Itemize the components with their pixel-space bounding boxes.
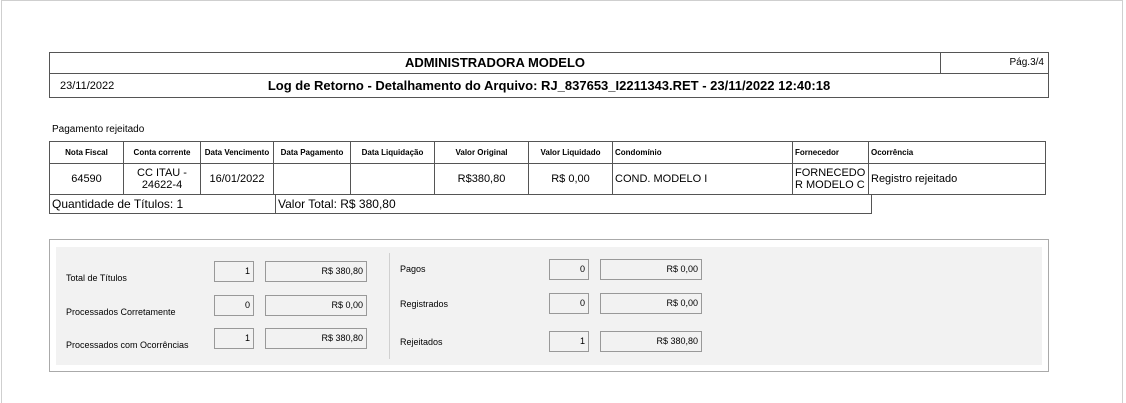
summary-count: 1 — [214, 261, 254, 282]
col-header: Nota Fiscal — [50, 142, 124, 164]
col-header: Fornecedor — [793, 142, 869, 164]
report-title: ADMINISTRADORA MODELO — [50, 53, 941, 73]
col-header: Data Liquidação — [351, 142, 435, 164]
cell-fornecedor: FORNECEDO R MODELO C — [793, 164, 869, 195]
col-header: Data Pagamento — [274, 142, 351, 164]
cell-ocorrencia: Registro rejeitado — [869, 164, 1046, 195]
summary-label: Rejeitados — [400, 337, 443, 347]
log-title: Log de Retorno - Detalhamento do Arquivo: RJ_837653_I2211343.RET - 23/11/2022 12:40:18 — [267, 78, 831, 93]
summary-count: 0 — [549, 293, 589, 314]
summary-panel — [49, 239, 1049, 372]
col-header: Valor Original — [435, 142, 529, 164]
summary-value: R$ 0,00 — [265, 295, 367, 316]
header-title-row — [50, 53, 1048, 74]
cell-valor-liquidado: R$ 0,00 — [529, 164, 613, 195]
summary-count: 1 — [214, 328, 254, 349]
summary-label: Registrados — [400, 299, 449, 309]
section-label: Pagamento rejeitado — [52, 124, 145, 135]
summary-value: R$ 0,00 — [600, 293, 702, 314]
summary-divider — [389, 253, 390, 359]
col-header: Valor Liquidado — [529, 142, 613, 164]
summary-count: 0 — [214, 295, 254, 316]
col-header: Data Vencimento — [201, 142, 274, 164]
cell-data-liquidacao — [351, 164, 435, 195]
col-header: Ocorrência — [869, 142, 1046, 164]
col-header: Condomínio — [613, 142, 793, 164]
report-header — [49, 52, 1049, 98]
table-row — [50, 164, 1046, 195]
summary-label: Processados com Ocorrências — [66, 340, 189, 350]
summary-label: Pagos — [400, 264, 426, 274]
summary-label: Processados Corretamente — [66, 307, 176, 317]
summary-value: R$ 380,80 — [265, 261, 367, 282]
cell-condominio: COND. MODELO I — [613, 164, 793, 195]
table-header-row — [50, 142, 1046, 164]
quantidade-titulos: Quantidade de Títulos: 1 — [50, 194, 276, 213]
summary-label: Total de Títulos — [66, 273, 127, 283]
summary-value: R$ 380,80 — [265, 328, 367, 349]
summary-count: 0 — [549, 259, 589, 280]
page-number: Pág.3/4 — [1009, 57, 1044, 68]
summary-value: R$ 380,80 — [600, 331, 702, 352]
summary-inner — [56, 247, 1042, 365]
report-date: 23/11/2022 — [60, 80, 115, 92]
detail-table — [49, 141, 1046, 195]
cell-data-pagamento — [274, 164, 351, 195]
cell-valor-original: R$380,80 — [435, 164, 529, 195]
summary-value: R$ 0,00 — [600, 259, 702, 280]
col-header: Conta corrente — [124, 142, 201, 164]
totals-row — [49, 194, 872, 214]
cell-nota-fiscal: 64590 — [50, 164, 124, 195]
cell-data-vencimento: 16/01/2022 — [201, 164, 274, 195]
valor-total: Valor Total: R$ 380,80 — [278, 197, 396, 211]
cell-conta-corrente: CC ITAU - 24622-4 — [124, 164, 201, 195]
summary-count: 1 — [549, 331, 589, 352]
